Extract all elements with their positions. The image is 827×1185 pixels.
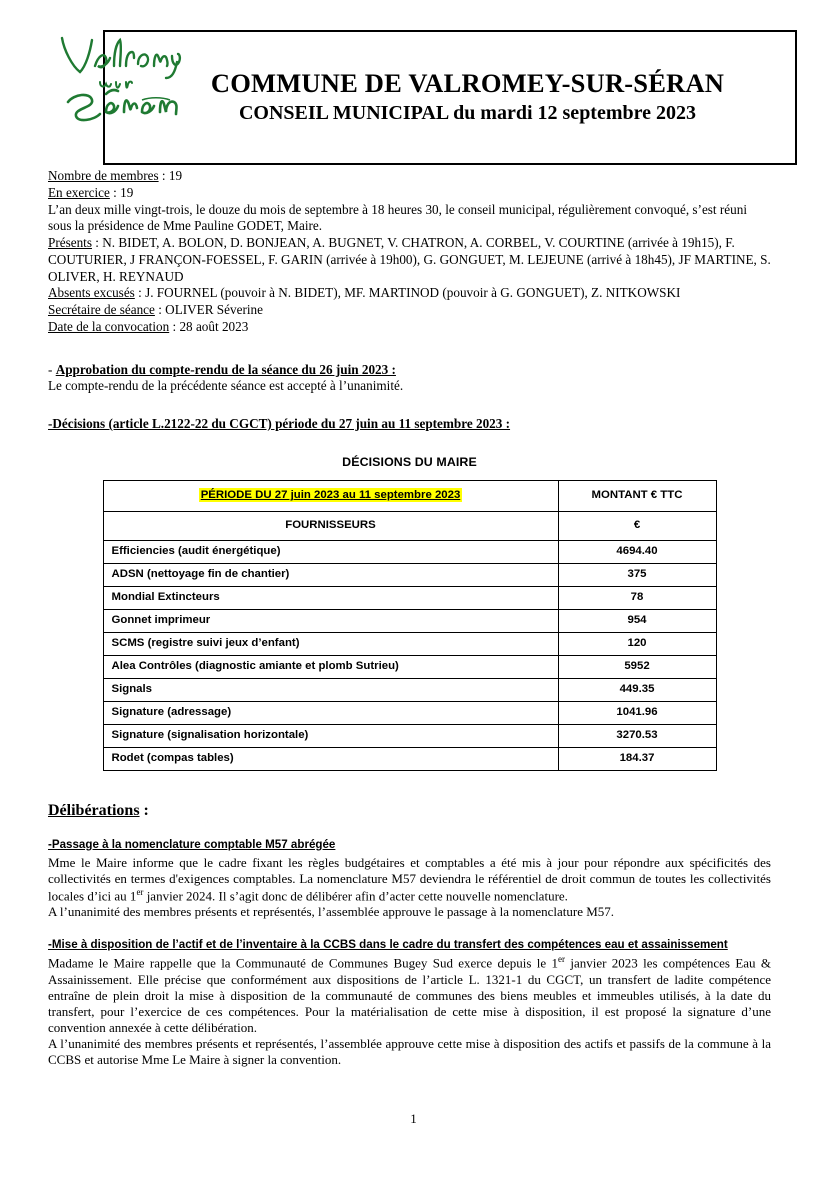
deliberations-title-suffix: : xyxy=(139,801,149,819)
supplier-name: Efficiencies (audit énergétique) xyxy=(103,540,558,563)
decisions-table xyxy=(103,480,717,771)
table-row xyxy=(103,563,716,586)
deliberation-body xyxy=(48,954,771,1068)
approbation-heading-text: Approbation du compte-rendu de la séance du 26 juin 2023 : xyxy=(55,361,396,377)
table-row xyxy=(103,632,716,655)
supplier-amount: 1041.96 xyxy=(558,701,716,724)
convocation-date-label: Date de la convocation xyxy=(48,318,170,334)
table-row xyxy=(103,747,716,770)
table-header-row xyxy=(103,480,716,511)
presents-line xyxy=(48,235,771,285)
approbation-section xyxy=(48,362,771,396)
deliberation-paragraph: A l’unanimité des membres présents et représentés, l’assemblée approuve le passage à la nomenclature M57. xyxy=(48,904,615,920)
convocation-date-line xyxy=(48,319,771,336)
document-header xyxy=(28,16,797,168)
table-row xyxy=(103,724,716,747)
table-row xyxy=(103,655,716,678)
deliberation-paragraph: Madame le Maire rappelle que la Communauté de Communes Bugey Sud exerce depuis le 1er janvier 2023 les compétences Eau & Assainissement. Elle précise que conformément aux dispositions de l’article L. 1321-1 du CGCT, un transfert de ladite compétence entraîne de plein droit la mise à disposition de la communauté de communes des biens meubles et immeubles utilisés, à la date du transfert, pour l’exercice de ces compétences. Pour la matérialisation de cette mise à disposition, il est proposé la signature d’une convention annexée à cette délibération. xyxy=(48,954,771,1035)
approbation-heading-prefix: - xyxy=(48,361,56,377)
decisions-table-title: DÉCISIONS DU MAIRE xyxy=(342,454,477,469)
supplier-name: Rodet (compas tables) xyxy=(103,747,558,770)
supplier-name: Signature (adressage) xyxy=(103,701,558,724)
absents-label: Absents excusés xyxy=(48,285,135,301)
table-row xyxy=(103,678,716,701)
secretaire-value: : OLIVER Séverine xyxy=(154,302,263,318)
deliberations-title-text: Délibérations xyxy=(48,801,140,819)
decisions-section xyxy=(48,416,771,433)
members-label: Nombre de membres xyxy=(48,168,159,183)
supplier-amount: 449.35 xyxy=(558,678,716,701)
page-title: COMMUNE DE VALROMEY-SUR-SÉRAN xyxy=(210,68,725,98)
deliberation-item xyxy=(48,838,771,920)
supplier-amount: 4694.40 xyxy=(558,540,716,563)
supplier-name: SCMS (registre suivi jeux d’enfant) xyxy=(103,632,558,655)
exercice-line xyxy=(48,185,771,202)
approbation-text: Le compte-rendu de la précédente séance est accepté à l’unanimité. xyxy=(48,378,404,394)
supplier-name: Alea Contrôles (diagnostic amiante et plomb Sutrieu) xyxy=(103,655,558,678)
exercice-label: En exercice xyxy=(48,184,110,200)
approbation-heading xyxy=(48,362,771,379)
presents-label: Présents xyxy=(48,235,92,251)
decisions-heading: -Décisions (article L.2122-22 du CGCT) période du 27 juin au 11 septembre 2023 : xyxy=(48,416,511,432)
absents-value: : J. FOURNEL (pouvoir à N. BIDET), MF. MARTINOD (pouvoir à G. GONGUET), Z. NITKOWSKI xyxy=(134,285,681,301)
deliberation-body xyxy=(48,855,771,921)
supplier-amount: 184.37 xyxy=(558,747,716,770)
table-row xyxy=(103,540,716,563)
intro-block xyxy=(48,168,771,336)
supplier-amount: 3270.53 xyxy=(558,724,716,747)
page-subtitle: CONSEIL MUNICIPAL du mardi 12 septembre 2023 xyxy=(238,102,697,125)
deliberations-title xyxy=(48,801,771,821)
supplier-amount: 375 xyxy=(558,563,716,586)
secretaire-line xyxy=(48,302,771,319)
supplier-amount: 5952 xyxy=(558,655,716,678)
absents-line xyxy=(48,285,771,302)
supplier-amount: 78 xyxy=(558,586,716,609)
deliberation-paragraph: Mme le Maire informe que le cadre fixant les règles budgétaires et comptables a été mis à jour pour répondre aux spécificités des collectivités en termes d'exigences comptables. La nomenclature M57 deviendra le référentiel de droit commun de toutes les collectivités locales d’ici au 1er janvier 2024. Il s’agit donc de délibérer afin d’acter cette nouvelle nomenclature. xyxy=(48,854,771,904)
exercice-value: : 19 xyxy=(109,184,134,200)
members-line xyxy=(48,168,771,185)
supplier-amount: 954 xyxy=(558,609,716,632)
document-content xyxy=(48,168,771,1068)
convocation-date-value: : 28 août 2023 xyxy=(169,318,249,334)
supplier-name: Signature (signalisation horizontale) xyxy=(103,724,558,747)
table-suppliers-subheader: FOURNISSEURS xyxy=(103,511,558,540)
supplier-amount: 120 xyxy=(558,632,716,655)
deliberation-heading: -Passage à la nomenclature comptable M57 abrégée xyxy=(48,838,336,852)
deliberation-heading: -Mise à disposition de l’actif et de l’inventaire à la CCBS dans le cadre du transfert des compétences eau et assainissement xyxy=(48,937,728,951)
supplier-name: ADSN (nettoyage fin de chantier) xyxy=(103,563,558,586)
deliberation-paragraph: A l’unanimité des membres présents et représentés, l’assemblée approuve cette mise à disposition des actifs et passifs de la commune à la CCBS et autorise Mme Le Maire à signer la convention. xyxy=(48,1036,771,1068)
table-subheader-row xyxy=(103,511,716,540)
table-currency-subheader: € xyxy=(558,511,716,540)
header-title-block xyxy=(148,68,787,125)
secretaire-label: Secrétaire de séance xyxy=(48,302,155,318)
table-row xyxy=(103,586,716,609)
members-value: : 19 xyxy=(158,168,183,183)
table-period-header-text: PÉRIODE DU 27 juin 2023 au 11 septembre 2023 xyxy=(200,489,461,502)
presents-value: : N. BIDET, A. BOLON, D. BONJEAN, A. BUGNET, V. CHATRON, A. CORBEL, V. COURTINE (arrivée à 19h15), F. COUTURIER, J FRANÇON-FOESSEL, F. GARIN (arrivée à 19h00), G. GONGUET, M. LEJEUNE (arrivé à 18h45), JF MARTINE, S. OLIVER, H. REYNAUD xyxy=(48,235,771,284)
table-period-header xyxy=(103,480,558,511)
document-page xyxy=(0,16,827,1185)
table-amount-header: MONTANT € TTC xyxy=(558,480,716,511)
table-row xyxy=(103,609,716,632)
supplier-name: Signals xyxy=(103,678,558,701)
supplier-name: Mondial Extincteurs xyxy=(103,586,558,609)
supplier-name: Gonnet imprimeur xyxy=(103,609,558,632)
table-row xyxy=(103,701,716,724)
convocation-paragraph: L’an deux mille vingt-trois, le douze du mois de septembre à 18 heures 30, le conseil municipal, régulièrement convoqué, s’est réuni sous la présidence de Mme Pauline GODET, Maire. xyxy=(48,201,747,234)
page-number: 1 xyxy=(410,1111,417,1126)
deliberation-item xyxy=(48,938,771,1069)
